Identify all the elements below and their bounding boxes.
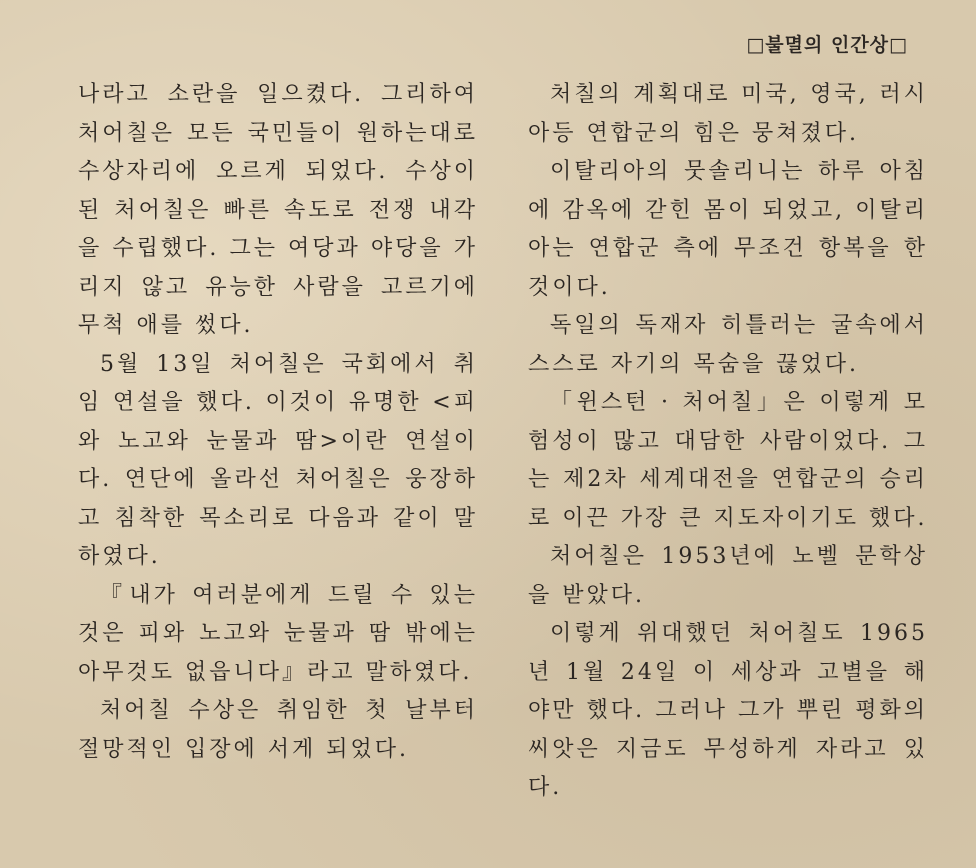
running-header: □불멸의 인간상□ xyxy=(746,34,908,56)
paragraph: 「윈스턴 · 처어칠」은 이렇게 모험성이 많고 대담한 사람이었다. 그는 제2차 세계대전을 연합군의 승리로 이끈 가장 큰 지도자이기도 했다. xyxy=(528,390,928,531)
paragraph: 이탈리아의 뭇솔리니는 하루 아침에 감옥에 갇힌 몸이 되었고, 이탈리아는 연합군 측에 무조건 항복을 한 것이다. xyxy=(528,159,928,300)
paragraph: 5월 13일 처어칠은 국회에서 취임 연설을 했다. 이것이 유명한 <피와 노고와 눈물과 땀>이란 연설이다. 연단에 올라선 처어칠은 웅장하고 침착한 목소리로 다음과 같이 말하였다. xyxy=(78,351,478,569)
paragraph: 이렇게 위대했던 처어칠도 1965년 1월 24일 이 세상과 고별을 해야만 했다. 그러나 그가 뿌린 평화의 씨앗은 지금도 무성하게 자라고 있다. xyxy=(528,621,928,800)
paragraph: 처어칠 수상은 취임한 첫 날부터 절망적인 입장에 서게 되었다. xyxy=(78,698,478,762)
paragraph: 처어칠은 1953년에 노벨 문학상을 받았다. xyxy=(528,544,928,608)
paragraph: 독일의 독재자 히틀러는 굴속에서 스스로 자기의 목숨을 끊었다. xyxy=(528,313,928,377)
right-text-column xyxy=(528,76,928,808)
left-text-column xyxy=(78,76,478,769)
paragraph: 『내가 여러분에게 드릴 수 있는 것은 피와 노고와 눈물과 땀 밖에는 아무것도 없읍니다』라고 말하였다. xyxy=(78,582,478,685)
paragraph: 처칠의 계획대로 미국, 영국, 러시아등 연합군의 힘은 뭉쳐졌다. xyxy=(528,82,928,146)
paragraph: 나라고 소란을 일으켰다. 그리하여 처어칠은 모든 국민들이 원하는대로 수상자리에 오르게 되었다. 수상이 된 처어칠은 빠른 속도로 전쟁 내각을 수립했다. 그는 여당과 야당을 가리지 않고 유능한 사람을 고르기에 무척 애를 썼다. xyxy=(78,82,478,338)
